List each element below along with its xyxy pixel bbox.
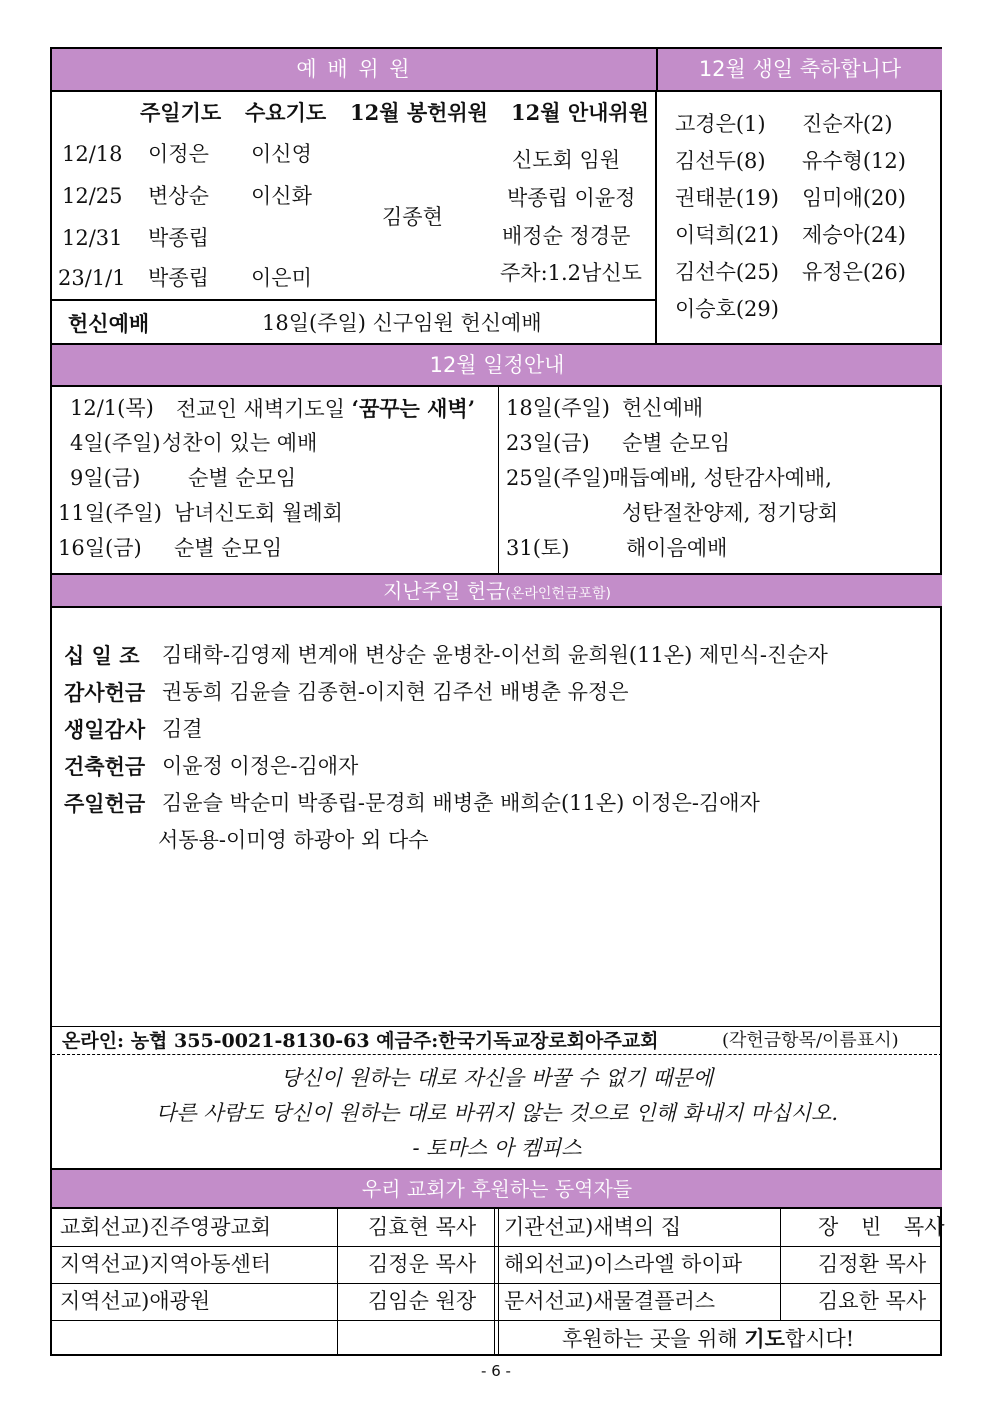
birthday-name: 이덕희(21) [675,223,779,247]
schedule-event: 순별 순모임 [174,536,283,560]
schedule-event: 성찬이 있는 예배 [162,431,318,455]
page-number: - 6 - [481,1362,511,1380]
schedule-event-highlight: ‘꿈꾸는 새벽’ [351,396,476,421]
birthday-name: 제승아(24) [802,223,906,247]
schedule-event: 헌신예배 [622,396,704,420]
mission-org: 해외선교)이스라엘 하이파 [504,1252,743,1276]
online-account: 온라인: 농협 355-0021-8130-63 예금주:한국기독교장로회아주교회 [62,1030,659,1052]
prayer-text: 후원하는 곳을 위해 [562,1327,745,1351]
divider [52,1246,942,1247]
missions-title: 우리 교회가 후원하는 동역자들 [361,1177,633,1201]
usher-line: 신도회 임원 [512,148,621,172]
mission-person: 김임순 원장 [368,1289,477,1313]
mission-person: 김요한 목사 [818,1289,927,1313]
offering-label: 감사헌금 [64,680,146,705]
divider [655,92,657,343]
worship-header [52,49,656,92]
mission-person: 김정환 목사 [818,1252,927,1276]
divider [337,1209,338,1356]
worship-sunday: 변상순 [148,184,209,208]
birthday-header [656,49,942,92]
usher-line: 배정순 정경문 [502,224,631,248]
prayer-text-end: 합시다! [784,1327,855,1351]
mission-org: 교회선교)진주영광교회 [60,1215,272,1239]
prayer-highlight: 기도 [744,1326,785,1351]
worship-title: 예 배 위 원 [296,57,412,81]
divider [52,1026,942,1027]
worship-sunday: 박종립 [148,266,209,290]
worship-sunday: 박종립 [148,226,209,250]
worship-date: 12/25 [62,184,123,208]
worship-sunday: 이정은 [148,142,209,166]
schedule-date: 12/1(목) [70,396,154,420]
bulletin-page [50,47,945,1356]
usher-line: 박종립 이윤정 [507,186,636,210]
offering-names: 김윤슬 박순미 박종립-문경희 배병춘 배희순(11온) 이정은-김애자 [162,791,760,815]
worship-date: 12/18 [62,142,123,166]
header-wednesday-prayer: 수요기도 [245,100,327,125]
birthday-name: 유수형(12) [802,149,906,173]
schedule-date: 11일(주일) [58,501,162,525]
mission-org: 지역선교)지역아동센터 [60,1252,272,1276]
worship-wednesday: 이신화 [251,184,312,208]
schedule-event-text: 전교인 새벽기도일 [176,397,352,421]
worship-wednesday: 이은미 [251,266,312,290]
birthday-name: 임미애(20) [802,186,906,210]
birthday-name: 고경은(1) [675,112,766,136]
offerings-header [52,573,942,608]
offering-names-continued: 서동용-이미영 하광아 외 다수 [158,828,429,852]
mission-org: 기관선교)새벽의 집 [504,1215,682,1239]
quote-line: 다른 사람도 당신이 원하는 대로 바뀌지 않는 것으로 인해 화내지 마십시오. [155,1101,838,1125]
schedule-date: 31(토) [506,536,570,560]
schedule-date: 9일(금) [70,466,141,490]
birthday-name: 이승호(29) [675,297,779,321]
divider [498,1209,499,1356]
schedule-title: 12월 일정안내 [429,353,565,377]
schedule-event: 해이음예배 [626,536,728,560]
usher-line: 주차:1.2남신도 [500,261,642,285]
offering-committee: 김종현 [382,205,443,229]
offering-names: 김결 [162,717,203,741]
offering-label: 생일감사 [64,717,146,742]
divider [52,299,656,301]
quote-line: 당신이 원하는 대로 자신을 바꿀 수 없기 때문에 [280,1066,714,1090]
schedule-header [52,343,942,387]
mission-prayer [562,1328,854,1350]
schedule-event: 순별 순모임 [188,466,297,490]
birthday-name: 유정은(26) [802,260,906,284]
divider [52,1320,942,1321]
birthday-name: 권태분(19) [675,186,779,210]
quote [52,1061,942,1166]
offering-label: 주일헌금 [64,791,146,816]
schedule-event: 매듭예배, 성탄감사예배, [609,466,832,490]
header-offering: 12월 봉헌위원 [350,100,488,125]
dedication-label: 헌신예배 [68,311,150,336]
offering-label: 십 일 조 [64,643,140,668]
schedule-date: 4일(주일) [70,431,161,455]
worship-date: 23/1/1 [58,266,126,290]
mission-person: 김정운 목사 [368,1252,477,1276]
birthday-title: 12월 생일 축하합니다 [698,57,902,81]
divider [494,1209,495,1356]
worship-wednesday: 이신영 [251,142,312,166]
offerings-title-note: (온라인헌금포함) [505,586,611,602]
mission-org: 지역선교)애광원 [60,1289,211,1313]
divider [52,1283,942,1284]
schedule-date: 18일(주일) [506,396,610,420]
header-sunday-prayer: 주일기도 [140,100,222,125]
schedule-date: 16일(금) [58,536,142,560]
mission-person: 장 빈 목사 [818,1215,945,1239]
offering-names: 권동희 김윤슬 김종현-이지현 김주선 배병춘 유정은 [162,680,629,704]
mission-person: 김효현 목사 [368,1215,477,1239]
divider [498,387,499,573]
schedule-date: 25일(주일) [506,466,610,490]
header-ushers: 12월 안내위원 [511,100,649,125]
birthday-name: 김선두(8) [675,149,766,173]
dedication-text: 18일(주일) 신구임원 헌신예배 [262,311,542,335]
missions-header [52,1168,942,1209]
worship-date: 12/31 [62,226,123,250]
schedule-date: 23일(금) [506,431,590,455]
offerings-title: 지난주일 헌금 [383,579,506,603]
schedule-event: 순별 순모임 [622,431,731,455]
schedule-event: 남녀신도회 월례회 [174,501,343,525]
online-account-note: (각헌금항목/이름표시) [722,1030,899,1051]
schedule-event [176,398,475,420]
offering-names: 김태학-김영제 변계애 변상순 윤병찬-이선희 윤희원(11온) 제민식-진순자 [162,643,828,667]
birthday-name: 김선수(25) [675,260,779,284]
offering-label: 건축헌금 [64,754,146,779]
quote-author: - 토마스 아 켐피스 [412,1136,582,1160]
divider [780,1209,781,1320]
offering-names: 이윤정 이정은-김애자 [162,754,359,778]
mission-org: 문서선교)새물결플러스 [504,1289,716,1313]
schedule-event: 성탄절찬양제, 정기당회 [622,501,839,525]
birthday-name: 진순자(2) [802,112,893,136]
divider [52,1054,942,1055]
